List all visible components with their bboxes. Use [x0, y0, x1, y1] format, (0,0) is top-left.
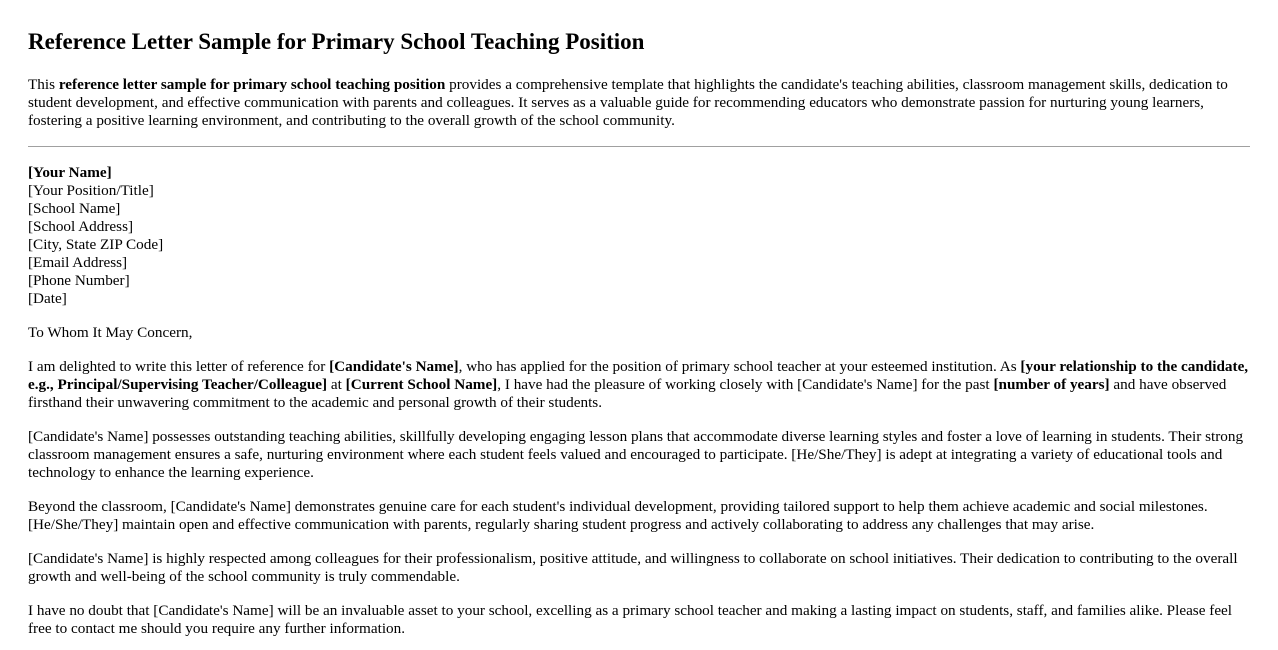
sender-email: [Email Address]	[28, 254, 128, 271]
sender-phone: [Phone Number]	[28, 272, 130, 289]
letter-paragraph-2: [Candidate's Name] possesses outstanding teaching abilities, skillfully developing engaging lesson plans that accommodate diverse learning styles and foster a love of learning in students. Their strong classroom management ensures a safe, nurturing environment where each student feels valued and encouraged to participate. [He/She/They] is adept at integrating a variety of educational tools and technology to enhance the learning experience.	[28, 428, 1244, 481]
sender-block	[28, 164, 1250, 308]
p1-text-3: at	[327, 376, 346, 393]
sender-name: [Your Name]	[28, 164, 112, 181]
sender-date: [Date]	[28, 290, 67, 307]
sender-school: [School Name]	[28, 200, 121, 217]
salutation: To Whom It May Concern,	[28, 324, 193, 341]
intro-bold: reference letter sample for primary school teaching position	[58, 76, 446, 93]
p1-text-1: I am delighted to write this letter of reference for	[28, 358, 330, 375]
intro-prefix: This	[28, 76, 59, 93]
intro-paragraph	[28, 76, 1250, 130]
sender-position: [Your Position/Title]	[28, 182, 154, 199]
page-title: Reference Letter Sample for Primary School Teaching Position	[28, 29, 645, 54]
intro-suffix: provides a comprehensive template that highlights the candidate's teaching abilities, classroom management skills, dedication to student development, and effective communication with parents and colleagues. It serves as a valuable guide for recommending educators who demonstrate passion for nurturing young learners, fostering a positive learning environment, and contributing to the overall growth of the school community.	[28, 76, 1228, 129]
p1-bold-4: [number of years]	[993, 376, 1110, 393]
p1-text-5: and have observed firsthand their unwavering commitment to the academic and personal growth of their students.	[28, 376, 1227, 411]
p1-text-2: , who has applied for the position of primary school teacher at your esteemed institution. As	[458, 358, 1021, 375]
letter-paragraph-4: [Candidate's Name] is highly respected among colleagues for their professionalism, positive attitude, and willingness to collaborate on school initiatives. Their dedication to contributing to the overall growth and well-being of the school community is truly commendable.	[28, 550, 1238, 585]
p1-bold-3: [Current School Name]	[345, 376, 498, 393]
p1-text-4: , I have had the pleasure of working closely with [Candidate's Name] for the past	[497, 376, 994, 393]
divider	[28, 146, 1250, 147]
letter-paragraph-5: I have no doubt that [Candidate's Name] will be an invaluable asset to your school, excelling as a primary school teacher and making a lasting impact on students, staff, and families alike. Please feel free to contact me should you require any further information.	[28, 602, 1233, 637]
letter-paragraph-3: Beyond the classroom, [Candidate's Name] demonstrates genuine care for each student's individual development, providing tailored support to help them achieve academic and social milestones. [He/She/They] maintain open and effective communication with parents, regularly sharing student progress and actively collaborating to address any challenges that may arise.	[28, 498, 1208, 533]
sender-city: [City, State ZIP Code]	[28, 236, 164, 253]
p1-bold-1: [Candidate's Name]	[329, 358, 459, 375]
sender-address: [School Address]	[28, 218, 134, 235]
letter-paragraph-1	[28, 358, 1250, 412]
p1-bold-2: [your relationship to the candidate, e.g., Principal/Supervising Teacher/Colleague]	[28, 358, 1249, 393]
